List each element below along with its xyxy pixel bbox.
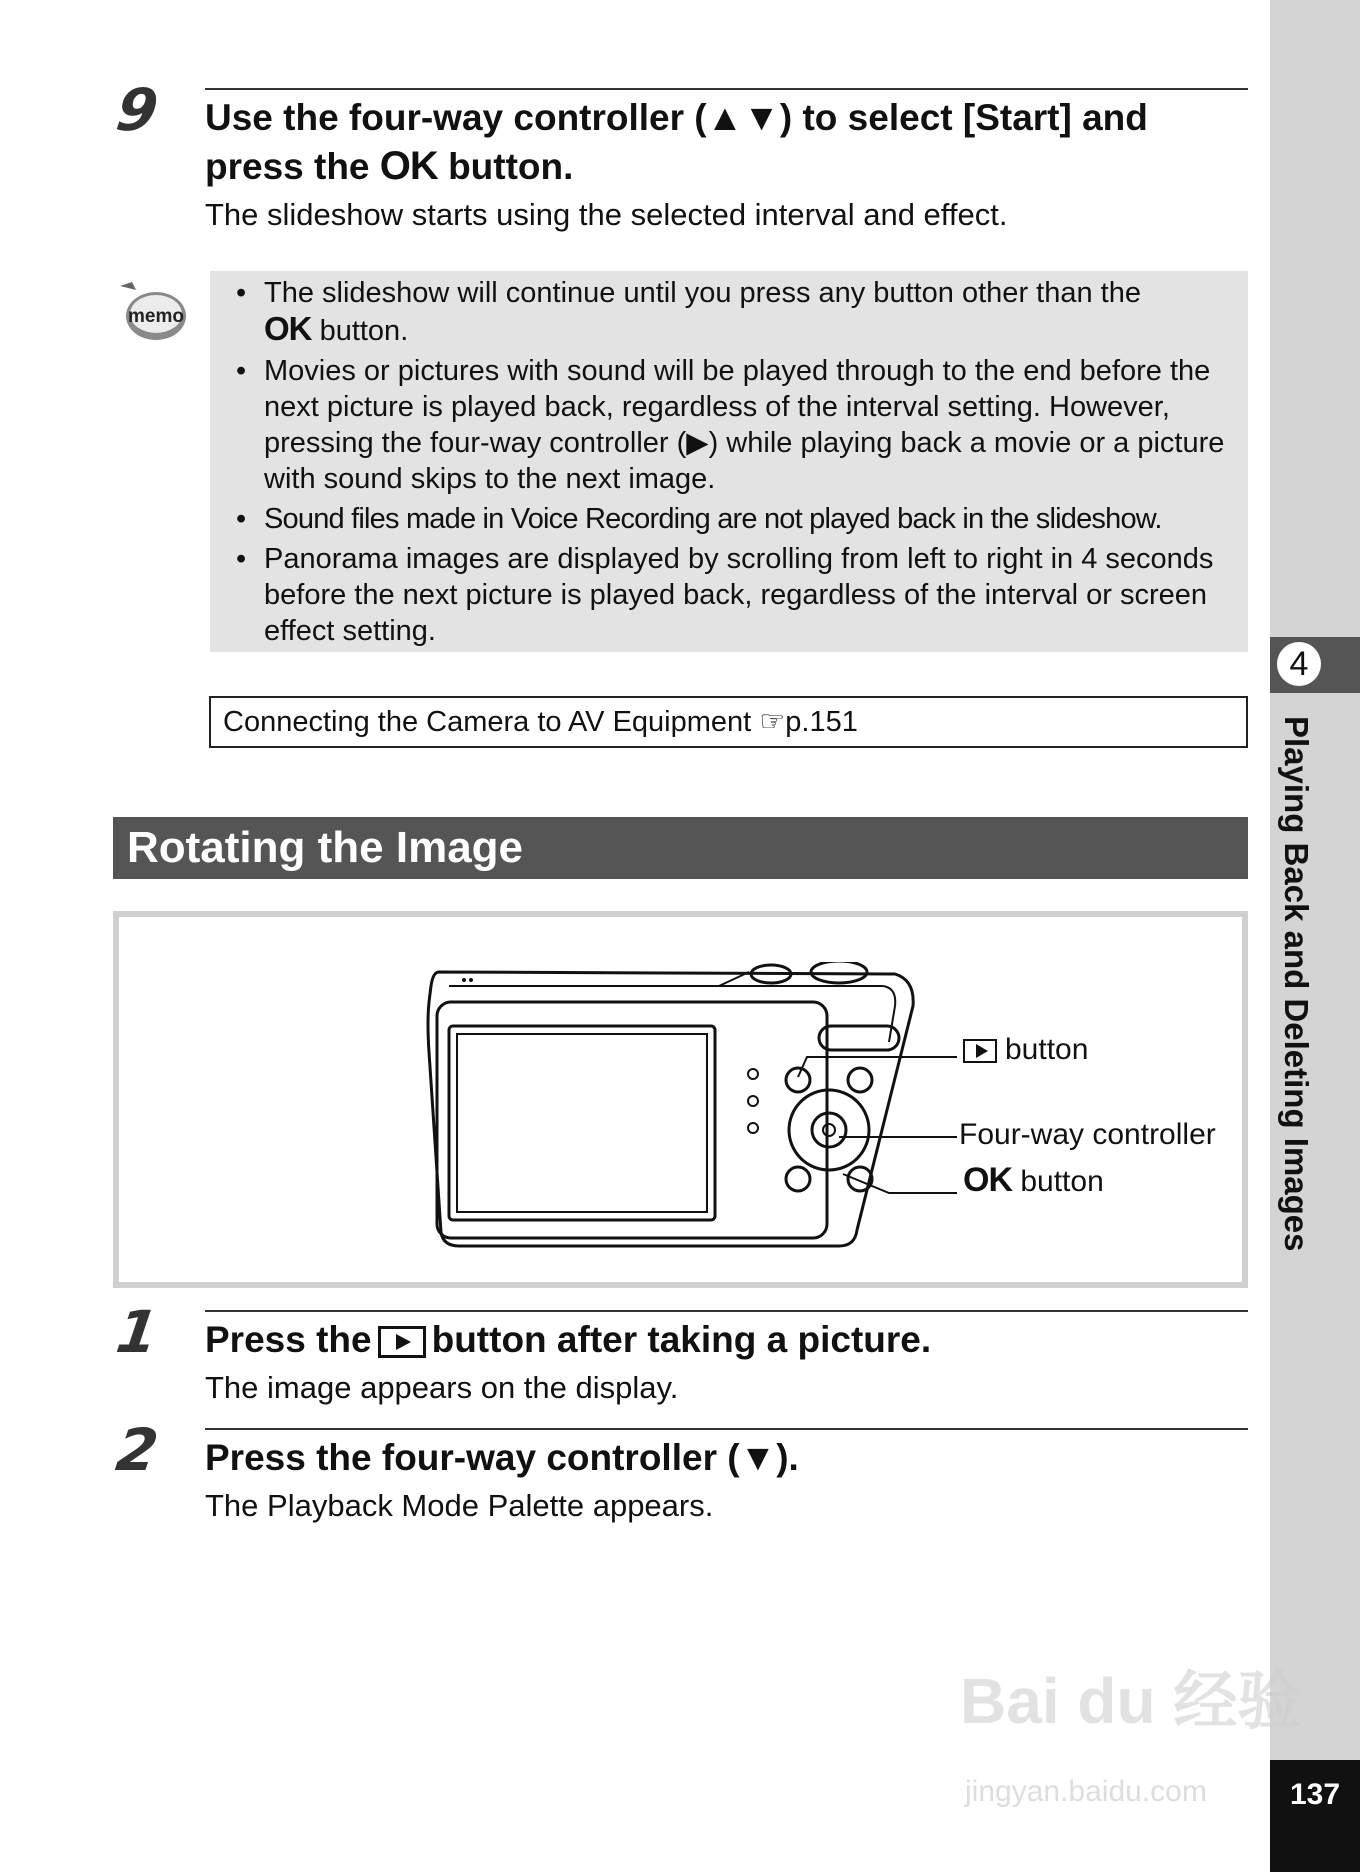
ok-button-label: OK button xyxy=(963,1161,1104,1199)
chapter-title: Playing Back and Deleting Images xyxy=(1278,716,1315,1252)
memo-icon xyxy=(114,280,190,344)
step-1 xyxy=(112,1298,1248,1408)
step-2-body: The Playback Mode Palette appears. xyxy=(205,1488,714,1523)
step-9-body: The slideshow starts using the selected interval and effect. xyxy=(205,197,1008,232)
watermark-url: jingyan.baidu.com xyxy=(965,1775,1207,1808)
step-9 xyxy=(112,76,1248,235)
reference-page-link[interactable]: ☞p.151 xyxy=(759,706,858,738)
step-2-number: 2 xyxy=(112,1416,163,1484)
step-9-title: Use the four-way controller (▲▼) to select [Start] and press the OK button. xyxy=(205,97,1148,188)
svg-text:memo: memo xyxy=(128,306,184,327)
step-1-body: The image appears on the display. xyxy=(205,1370,679,1405)
playback-button-label: button xyxy=(963,1033,1088,1067)
memo-bullet-2: • Movies or pictures with sound will be played through to the end before the next picture is played back, regardless of the interval setting. However, pressing the four-way controller (▶) while playing back a movie or a picture with sound skips to the next image. xyxy=(228,353,1236,497)
playback-icon xyxy=(963,1039,997,1063)
page-number: 137 xyxy=(1270,1760,1360,1872)
section-title: Rotating the Image xyxy=(113,817,1248,879)
reference-box xyxy=(209,696,1248,748)
ok-symbol: OK xyxy=(264,310,312,347)
playback-icon xyxy=(378,1326,426,1358)
callout-lines xyxy=(119,917,1242,1282)
fourway-controller-label: Four-way controller xyxy=(959,1118,1216,1151)
step-1-title: Press the button after taking a picture. xyxy=(205,1319,932,1360)
chapter-number: 4 xyxy=(1277,642,1321,686)
step-2-title: Press the four-way controller (▼). xyxy=(205,1437,799,1478)
camera-figure xyxy=(113,911,1248,1288)
memo-bullet-3: • Sound files made in Voice Recording are not played back in the slideshow. xyxy=(228,501,1236,537)
memo-bullet-1: • The slideshow will continue until you press any button other than the OK button. xyxy=(228,275,1236,349)
step-2 xyxy=(112,1416,1248,1526)
ok-symbol: OK xyxy=(379,144,438,188)
watermark-logo: Bai du 经验 xyxy=(960,1665,1302,1737)
memo-box xyxy=(210,271,1248,652)
ok-symbol: OK xyxy=(963,1161,1012,1199)
reference-text: Connecting the Camera to AV Equipment xyxy=(223,706,752,738)
step-1-number: 1 xyxy=(112,1298,163,1366)
step-9-number: 9 xyxy=(112,76,163,144)
memo-bullet-4: • Panorama images are displayed by scrolling from left to right in 4 seconds before the next picture is played back, regardless of the interval or screen effect setting. xyxy=(228,541,1236,649)
